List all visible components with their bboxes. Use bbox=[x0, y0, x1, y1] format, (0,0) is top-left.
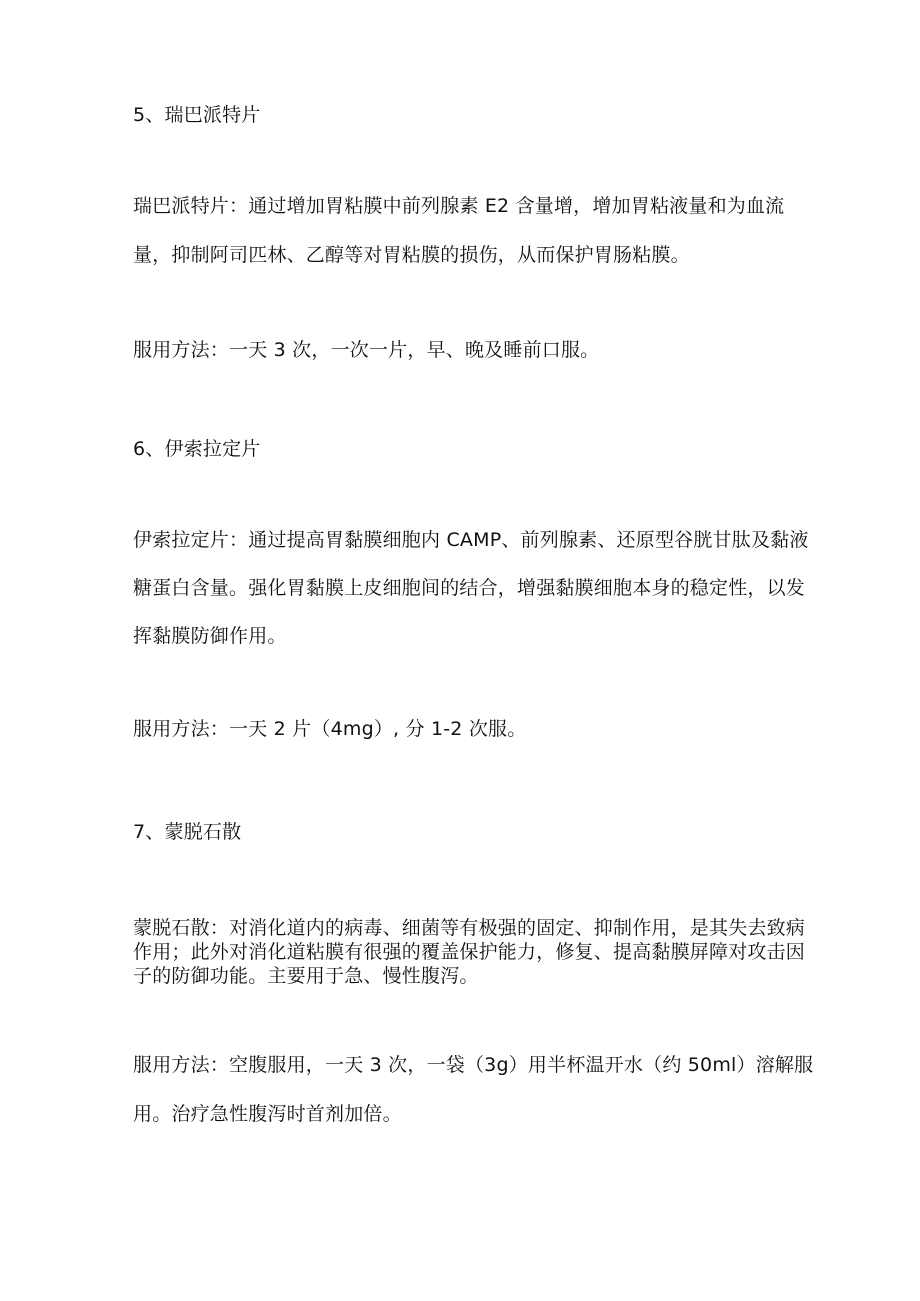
usage-line: 用。治疗急性腹泻时首剂加倍。 bbox=[133, 1103, 402, 1125]
section-heading: 7、蒙脱石散 bbox=[133, 821, 242, 843]
description-line: 伊索拉定片：通过提高胃黏膜细胞内 CAMP、前列腺素、还原型谷胱甘肽及黏液 bbox=[133, 529, 809, 551]
description-line: 量，抑制阿司匹林、乙醇等对胃粘膜的损伤，从而保护胃肠粘膜。 bbox=[133, 244, 690, 266]
description-line: 挥黏膜防御作用。 bbox=[133, 625, 287, 647]
usage-line: 服用方法：空腹服用，一天 3 次，一袋（3g）用半杯温开水（约 50ml）溶解服 bbox=[133, 1054, 814, 1076]
usage-line: 服用方法：一天 2 片（4mg）, 分 1-2 次服。 bbox=[133, 718, 527, 740]
section-heading: 5、瑞巴派特片 bbox=[133, 104, 261, 126]
usage-line: 服用方法：一天 3 次，一次一片，早、晚及睡前口服。 bbox=[133, 339, 600, 361]
description-line: 子的防御功能。主要用于急、慢性腹泻。 bbox=[133, 965, 479, 987]
section-heading: 6、伊索拉定片 bbox=[133, 438, 261, 460]
description-line: 瑞巴派特片：通过增加胃粘膜中前列腺素 E2 含量增，增加胃粘液量和为血流 bbox=[133, 195, 785, 217]
description-line: 蒙脱石散：对消化道内的病毒、细菌等有极强的固定、抑制作用，是其失去致病 bbox=[133, 917, 806, 939]
description-line: 作用；此外对消化道粘膜有很强的覆盖保护能力，修复、提高黏膜屏障对攻击因 bbox=[133, 941, 806, 963]
description-line: 糖蛋白含量。强化胃黏膜上皮细胞间的结合，增强黏膜细胞本身的稳定性，以发 bbox=[133, 577, 806, 599]
